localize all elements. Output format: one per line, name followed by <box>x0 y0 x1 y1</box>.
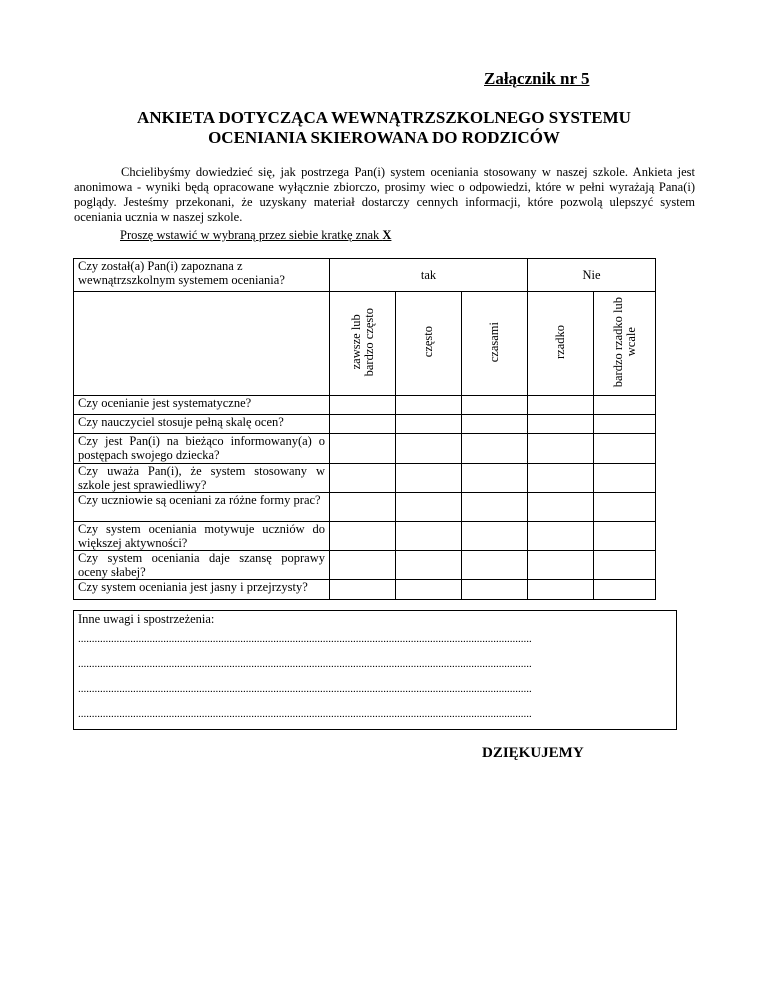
scale-sometimes: czasami <box>462 292 528 396</box>
question: Czy system oceniania jest jasny i przejrzysty? <box>74 580 330 600</box>
question: Czy system oceniania daje szansę poprawy oceny słabej? <box>74 551 330 580</box>
question: Czy ocenianie jest systematyczne? <box>74 396 330 415</box>
table-row <box>74 522 656 551</box>
table-row <box>74 493 656 522</box>
answer-cell[interactable] <box>462 580 528 600</box>
question: Czy jest Pan(i) na bieżąco informowany(a) o postępach swojego dziecka? <box>74 434 330 464</box>
scale-often: często <box>396 292 462 396</box>
answer-cell[interactable] <box>330 551 396 580</box>
answer-cell[interactable] <box>528 434 594 464</box>
answer-cell[interactable] <box>330 396 396 415</box>
table-row <box>74 580 656 600</box>
question-familiar: Czy został(a) Pan(i) zapoznana z wewnątrzszkolnym systemem oceniania? <box>74 259 330 292</box>
answer-cell[interactable] <box>528 464 594 493</box>
answer-cell[interactable] <box>396 396 462 415</box>
answer-cell[interactable] <box>528 415 594 434</box>
answer-cell[interactable] <box>396 415 462 434</box>
answer-cell[interactable] <box>528 580 594 600</box>
remarks-label: Inne uwagi i spostrzeżenia: <box>78 612 215 626</box>
answer-cell[interactable] <box>462 396 528 415</box>
answer-cell[interactable] <box>330 415 396 434</box>
scale-rarely: rzadko <box>528 292 594 396</box>
answer-yes-header: tak <box>330 259 528 292</box>
title-line-2: OCENIANIA SKIEROWANA DO RODZICÓW <box>208 128 560 147</box>
answer-cell[interactable] <box>462 551 528 580</box>
answer-cell[interactable] <box>594 580 656 600</box>
intro-paragraph: Chcielibyśmy dowiedzieć się, jak postrzega Pan(i) system oceniania stosowany w naszej szkole. Ankieta jest anonimowa - wyniki będą opracowane wyłącznie zbiorczo, prosimy wiec o odpowiedzi, które w pełni wyrażają Pana(i) poglądy. Jesteśmy przekonani, że uzyskany materiał dostarczy cennych informacji, które pozwolą ulepszyć system oceniania ucznia w naszej szkole. <box>74 165 695 224</box>
answer-cell[interactable] <box>528 396 594 415</box>
dotted-line-1: ..................................................................................................................................................................... <box>78 633 532 645</box>
answer-cell[interactable] <box>462 464 528 493</box>
scale-always: zawsze lub bardzo często <box>330 292 396 396</box>
answer-cell[interactable] <box>330 464 396 493</box>
answer-cell[interactable] <box>330 522 396 551</box>
table-row <box>74 551 656 580</box>
question: Czy uważa Pan(i), że system stosowany w szkole jest sprawiedliwy? <box>74 464 330 493</box>
answer-cell[interactable] <box>528 493 594 522</box>
dotted-line-3: ..................................................................................................................................................................... <box>78 683 532 695</box>
table-row <box>74 464 656 493</box>
answer-cell[interactable] <box>462 415 528 434</box>
answer-cell[interactable] <box>462 434 528 464</box>
scale-very-rarely: bardzo rzadko lub wcale <box>594 292 656 396</box>
answer-cell[interactable] <box>396 522 462 551</box>
instruction-mark: X <box>382 228 392 242</box>
table-row <box>74 434 656 464</box>
instruction <box>120 228 391 243</box>
title-line-1: ANKIETA DOTYCZĄCA WEWNĄTRZSZKOLNEGO SYSTEMU <box>137 108 631 127</box>
instruction-text: Proszę wstawić w wybraną przez siebie kratkę znak <box>120 228 383 242</box>
answer-cell[interactable] <box>396 551 462 580</box>
answer-cell[interactable] <box>528 551 594 580</box>
answer-cell[interactable] <box>330 434 396 464</box>
question: Czy nauczyciel stosuje pełną skalę ocen? <box>74 415 330 434</box>
table-row <box>74 396 656 415</box>
answer-cell[interactable] <box>594 415 656 434</box>
answer-cell[interactable] <box>594 434 656 464</box>
answer-cell[interactable] <box>396 493 462 522</box>
answer-cell[interactable] <box>594 396 656 415</box>
answer-cell[interactable] <box>396 434 462 464</box>
answer-cell[interactable] <box>594 522 656 551</box>
answer-cell[interactable] <box>330 493 396 522</box>
dotted-line-2: ..................................................................................................................................................................... <box>78 658 532 670</box>
answer-cell[interactable] <box>396 464 462 493</box>
dotted-line-4: ..................................................................................................................................................................... <box>78 708 532 720</box>
answer-cell[interactable] <box>462 493 528 522</box>
page-title <box>60 108 708 148</box>
thanks-text: DZIĘKUJEMY <box>482 745 584 761</box>
survey-table <box>73 258 656 600</box>
answer-no-header: Nie <box>528 259 656 292</box>
annex-label: Załącznik nr 5 <box>484 69 590 88</box>
question: Czy system oceniania motywuje uczniów do większej aktywności? <box>74 522 330 551</box>
answer-cell[interactable] <box>330 580 396 600</box>
answer-cell[interactable] <box>594 493 656 522</box>
remarks-box[interactable] <box>73 610 677 730</box>
answer-cell[interactable] <box>462 522 528 551</box>
scale-header-blank <box>74 292 330 396</box>
answer-cell[interactable] <box>396 580 462 600</box>
answer-cell[interactable] <box>528 522 594 551</box>
answer-cell[interactable] <box>594 551 656 580</box>
answer-cell[interactable] <box>594 464 656 493</box>
scale-header-row <box>74 292 656 396</box>
question: Czy uczniowie są oceniani za różne formy prac? <box>74 493 330 522</box>
table-row <box>74 415 656 434</box>
